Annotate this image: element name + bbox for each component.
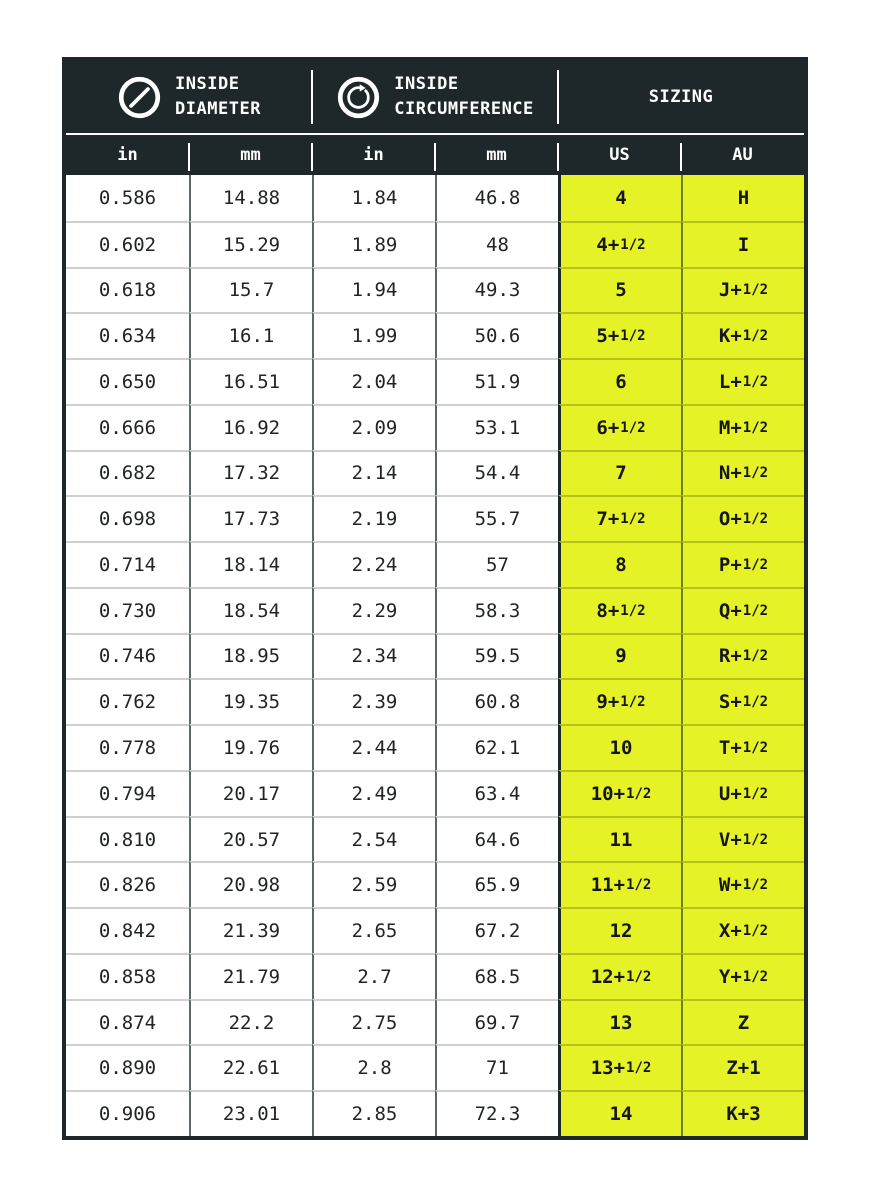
diameter-in-cell: 0.794 — [66, 770, 189, 816]
us-size-cell: 4+ 1/2 — [558, 221, 681, 267]
us-size-cell: 14 — [558, 1090, 681, 1136]
us-size-cell: 9 — [558, 633, 681, 679]
circumference-mm-cell: 65.9 — [435, 861, 558, 907]
inside-circumference-header — [312, 61, 558, 133]
au-size-cell: P+ 1/2 — [681, 541, 804, 587]
us-size-cell: 11+ 1/2 — [558, 861, 681, 907]
circumference-in-cell: 2.7 — [312, 953, 435, 999]
diameter-in-cell: 0.666 — [66, 404, 189, 450]
diameter-icon — [117, 75, 162, 120]
table-row — [66, 587, 804, 633]
au-size-cell: S+ 1/2 — [681, 678, 804, 724]
diameter-in-cell: 0.746 — [66, 633, 189, 679]
diameter-in-cell: 0.730 — [66, 587, 189, 633]
au-size-cell: R+ 1/2 — [681, 633, 804, 679]
ring-size-chart — [62, 57, 808, 1140]
inside-diameter-label-line2: DIAMETER — [175, 99, 261, 119]
table-row — [66, 312, 804, 358]
au-size-cell: K+3 — [681, 1090, 804, 1136]
inside-circumference-label-line1: INSIDE — [394, 74, 459, 95]
us-size-cell: 4 — [558, 175, 681, 221]
table-row — [66, 1044, 804, 1090]
diameter-mm-cell: 20.57 — [189, 816, 312, 862]
table-row — [66, 678, 804, 724]
us-size-cell: 8+ 1/2 — [558, 587, 681, 633]
column-header-diameter-mm: mm — [189, 135, 312, 175]
diameter-in-cell: 0.778 — [66, 724, 189, 770]
circumference-mm-cell: 63.4 — [435, 770, 558, 816]
diameter-in-cell: 0.698 — [66, 495, 189, 541]
table-row — [66, 953, 804, 999]
circumference-in-cell: 2.09 — [312, 404, 435, 450]
au-size-cell: I — [681, 221, 804, 267]
circumference-mm-cell: 72.3 — [435, 1090, 558, 1136]
diameter-in-cell: 0.634 — [66, 312, 189, 358]
diameter-mm-cell: 21.79 — [189, 953, 312, 999]
table-row — [66, 221, 804, 267]
table-row — [66, 907, 804, 953]
diameter-in-cell: 0.906 — [66, 1090, 189, 1136]
circumference-in-cell: 2.34 — [312, 633, 435, 679]
au-size-cell: H — [681, 175, 804, 221]
au-size-cell: M+ 1/2 — [681, 404, 804, 450]
circumference-mm-cell: 69.7 — [435, 999, 558, 1045]
us-size-cell: 11 — [558, 816, 681, 862]
diameter-in-cell: 0.714 — [66, 541, 189, 587]
table-row — [66, 861, 804, 907]
us-size-cell: 10+ 1/2 — [558, 770, 681, 816]
circumference-in-cell: 2.29 — [312, 587, 435, 633]
table-body — [66, 175, 804, 1136]
inside-diameter-label-line1: INSIDE — [175, 74, 240, 95]
au-size-cell: Z — [681, 999, 804, 1045]
diameter-in-cell: 0.586 — [66, 175, 189, 221]
diameter-in-cell: 0.842 — [66, 907, 189, 953]
us-size-cell: 13 — [558, 999, 681, 1045]
table-row — [66, 816, 804, 862]
circumference-icon — [336, 75, 381, 120]
diameter-mm-cell: 15.29 — [189, 221, 312, 267]
diameter-mm-cell: 18.54 — [189, 587, 312, 633]
diameter-mm-cell: 14.88 — [189, 175, 312, 221]
circumference-mm-cell: 60.8 — [435, 678, 558, 724]
au-size-cell: Y+ 1/2 — [681, 953, 804, 999]
diameter-mm-cell: 18.14 — [189, 541, 312, 587]
au-size-cell: Z+1 — [681, 1044, 804, 1090]
diameter-in-cell: 0.682 — [66, 450, 189, 496]
circumference-in-cell: 2.44 — [312, 724, 435, 770]
diameter-mm-cell: 16.1 — [189, 312, 312, 358]
inside-diameter-label — [175, 72, 261, 121]
table-row — [66, 358, 804, 404]
diameter-in-cell: 0.890 — [66, 1044, 189, 1090]
circumference-in-cell: 1.94 — [312, 267, 435, 313]
diameter-mm-cell: 16.51 — [189, 358, 312, 404]
diameter-mm-cell: 16.92 — [189, 404, 312, 450]
circumference-mm-cell: 53.1 — [435, 404, 558, 450]
circumference-in-cell: 1.89 — [312, 221, 435, 267]
header-groups — [66, 61, 804, 133]
circumference-in-cell: 2.85 — [312, 1090, 435, 1136]
circumference-in-cell: 2.49 — [312, 770, 435, 816]
diameter-in-cell: 0.618 — [66, 267, 189, 313]
circumference-mm-cell: 54.4 — [435, 450, 558, 496]
circumference-in-cell: 1.84 — [312, 175, 435, 221]
diameter-mm-cell: 15.7 — [189, 267, 312, 313]
diameter-mm-cell: 20.98 — [189, 861, 312, 907]
diameter-mm-cell: 22.2 — [189, 999, 312, 1045]
column-header-diameter-in: in — [117, 145, 138, 165]
table-row — [66, 450, 804, 496]
diameter-in-cell: 0.762 — [66, 678, 189, 724]
circumference-mm-cell: 62.1 — [435, 724, 558, 770]
us-size-cell: 12+ 1/2 — [558, 953, 681, 999]
circumference-mm-cell: 71 — [435, 1044, 558, 1090]
diameter-in-cell: 0.650 — [66, 358, 189, 404]
us-size-cell: 7+ 1/2 — [558, 495, 681, 541]
circumference-in-cell: 2.14 — [312, 450, 435, 496]
circumference-mm-cell: 49.3 — [435, 267, 558, 313]
table-row — [66, 404, 804, 450]
table-row — [66, 495, 804, 541]
diameter-mm-cell: 19.35 — [189, 678, 312, 724]
sizing-label: SIZING — [648, 87, 714, 107]
us-size-cell: 10 — [558, 724, 681, 770]
au-size-cell: W+ 1/2 — [681, 861, 804, 907]
diameter-in-cell: 0.874 — [66, 999, 189, 1045]
circumference-in-cell: 2.19 — [312, 495, 435, 541]
diameter-in-cell: 0.826 — [66, 861, 189, 907]
diameter-mm-cell: 21.39 — [189, 907, 312, 953]
circumference-mm-cell: 59.5 — [435, 633, 558, 679]
au-size-cell: O+ 1/2 — [681, 495, 804, 541]
us-size-cell: 5+ 1/2 — [558, 312, 681, 358]
diameter-mm-cell: 19.76 — [189, 724, 312, 770]
table-row — [66, 633, 804, 679]
table-row — [66, 175, 804, 221]
table-row — [66, 999, 804, 1045]
us-size-cell: 5 — [558, 267, 681, 313]
circumference-in-cell: 2.75 — [312, 999, 435, 1045]
us-size-cell: 9+ 1/2 — [558, 678, 681, 724]
au-size-cell: U+ 1/2 — [681, 770, 804, 816]
sizing-header — [558, 61, 804, 133]
inside-diameter-header — [66, 61, 312, 133]
column-header-us: US — [558, 135, 681, 175]
au-size-cell: N+ 1/2 — [681, 450, 804, 496]
circumference-mm-cell: 50.6 — [435, 312, 558, 358]
diameter-mm-cell: 18.95 — [189, 633, 312, 679]
diameter-mm-cell: 23.01 — [189, 1090, 312, 1136]
table-row — [66, 1090, 804, 1136]
column-header-circumference-in: in — [312, 135, 435, 175]
au-size-cell: J+ 1/2 — [681, 267, 804, 313]
circumference-mm-cell: 64.6 — [435, 816, 558, 862]
diameter-mm-cell: 17.32 — [189, 450, 312, 496]
diameter-mm-cell: 20.17 — [189, 770, 312, 816]
circumference-in-cell: 1.99 — [312, 312, 435, 358]
au-size-cell: T+ 1/2 — [681, 724, 804, 770]
us-size-cell: 7 — [558, 450, 681, 496]
column-headers-row — [66, 135, 804, 175]
table-row — [66, 770, 804, 816]
au-size-cell: L+ 1/2 — [681, 358, 804, 404]
diameter-mm-cell: 22.61 — [189, 1044, 312, 1090]
table-row — [66, 724, 804, 770]
circumference-mm-cell: 46.8 — [435, 175, 558, 221]
us-size-cell: 12 — [558, 907, 681, 953]
circumference-in-cell: 2.8 — [312, 1044, 435, 1090]
us-size-cell: 6+ 1/2 — [558, 404, 681, 450]
au-size-cell: Q+ 1/2 — [681, 587, 804, 633]
inside-circumference-label-line2: CIRCUMFERENCE — [394, 99, 534, 119]
us-size-cell: 13+ 1/2 — [558, 1044, 681, 1090]
circumference-mm-cell: 55.7 — [435, 495, 558, 541]
diameter-in-cell: 0.858 — [66, 953, 189, 999]
circumference-in-cell: 2.24 — [312, 541, 435, 587]
us-size-cell: 8 — [558, 541, 681, 587]
diameter-in-cell: 0.602 — [66, 221, 189, 267]
us-size-cell: 6 — [558, 358, 681, 404]
diameter-mm-cell: 17.73 — [189, 495, 312, 541]
circumference-mm-cell: 68.5 — [435, 953, 558, 999]
inside-circumference-label — [394, 72, 534, 121]
table-row — [66, 541, 804, 587]
chart-header — [66, 61, 804, 175]
circumference-in-cell: 2.04 — [312, 358, 435, 404]
circumference-in-cell: 2.59 — [312, 861, 435, 907]
circumference-in-cell: 2.65 — [312, 907, 435, 953]
table-row — [66, 267, 804, 313]
au-size-cell: V+ 1/2 — [681, 816, 804, 862]
column-header-circumference-mm: mm — [435, 135, 558, 175]
column-header-au: AU — [681, 135, 804, 175]
circumference-mm-cell: 48 — [435, 221, 558, 267]
circumference-in-cell: 2.39 — [312, 678, 435, 724]
au-size-cell: K+ 1/2 — [681, 312, 804, 358]
au-size-cell: X+ 1/2 — [681, 907, 804, 953]
circumference-mm-cell: 67.2 — [435, 907, 558, 953]
circumference-mm-cell: 58.3 — [435, 587, 558, 633]
circumference-mm-cell: 57 — [435, 541, 558, 587]
diameter-in-cell: 0.810 — [66, 816, 189, 862]
circumference-mm-cell: 51.9 — [435, 358, 558, 404]
circumference-in-cell: 2.54 — [312, 816, 435, 862]
